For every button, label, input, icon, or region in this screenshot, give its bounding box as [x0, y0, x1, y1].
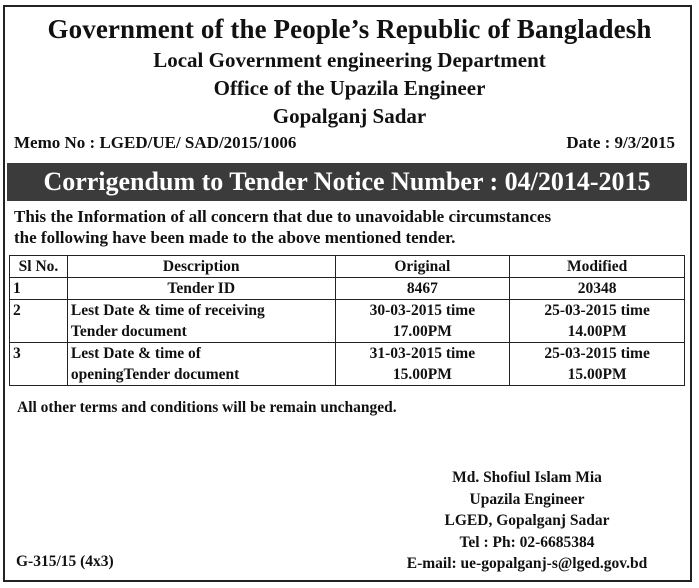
original-line: 31-03-2015 time — [369, 345, 476, 362]
header-modified: Modified — [510, 256, 685, 278]
header-original: Original — [335, 256, 510, 278]
ad-code: G-315/15 (4x3) — [16, 553, 114, 570]
row-description — [67, 300, 335, 343]
row-sl: 3 — [10, 343, 68, 386]
location-title: Gopalganj Sadar — [272, 104, 427, 128]
signatory-office: LGED, Gopalganj Sadar — [444, 512, 610, 529]
table-header-row — [10, 256, 685, 278]
corrigendum-banner: Corrigendum to Tender Notice Number : 04/2014-2015 — [7, 163, 687, 201]
row-description — [67, 343, 335, 386]
intro-line-2: the following have been made to the above mentioned tender. — [14, 228, 456, 247]
modified-line: 25-03-2015 time — [544, 345, 650, 362]
signatory-title: Upazila Engineer — [469, 490, 585, 508]
description-line: Tender document — [70, 323, 187, 340]
table-row — [10, 300, 685, 343]
original-line: 8467 — [406, 280, 438, 297]
signatory-email: E-mail: ue-gopalganj-s@lged.gov.bd — [406, 555, 648, 572]
intro-text — [14, 206, 551, 248]
row-sl: 2 — [10, 300, 68, 343]
table-row — [10, 278, 685, 300]
modified-line: 20348 — [577, 280, 617, 297]
header-description: Description — [67, 256, 335, 278]
row-description — [67, 278, 335, 300]
signatory-phone: Tel : Ph: 02-6685384 — [459, 533, 595, 551]
intro-line-1: This the Information of all concern that due to unavoidable circumstances — [14, 207, 552, 226]
row-sl: 1 — [10, 278, 68, 300]
description-line: Lest Date & time of receiving — [70, 302, 265, 319]
row-modified — [510, 300, 685, 343]
row-original — [335, 343, 510, 386]
modified-line: 15.00PM — [567, 366, 627, 383]
signature-block — [372, 467, 682, 575]
memo-number: Memo No : LGED/UE/ SAD/2015/1006 — [14, 133, 297, 152]
header-sl-no: Sl No. — [10, 256, 68, 278]
description-line: Lest Date & time of — [70, 345, 201, 362]
original-line: 17.00PM — [392, 323, 452, 340]
office-title: Office of the Upazila Engineer — [213, 76, 486, 100]
row-modified — [510, 343, 685, 386]
department-title: Local Government engineering Department — [153, 48, 546, 72]
table-row — [10, 343, 685, 386]
row-modified — [510, 278, 685, 300]
modified-line: 14.00PM — [567, 323, 627, 340]
signatory-name: Md. Shofiul Islam Mia — [452, 469, 602, 486]
terms-note: All other terms and conditions will be remain unchanged. — [17, 399, 397, 416]
description-line: openingTender document — [70, 366, 240, 383]
row-original — [335, 278, 510, 300]
original-line: 30-03-2015 time — [369, 302, 476, 319]
description-line: Tender ID — [167, 280, 236, 297]
original-line: 15.00PM — [392, 366, 452, 383]
modified-line: 25-03-2015 time — [544, 302, 650, 319]
row-original — [335, 300, 510, 343]
tender-changes-table — [9, 255, 685, 386]
notice-date: Date : 9/3/2015 — [566, 133, 675, 152]
government-title: Government of the People’s Republic of Bangladesh — [47, 14, 652, 44]
